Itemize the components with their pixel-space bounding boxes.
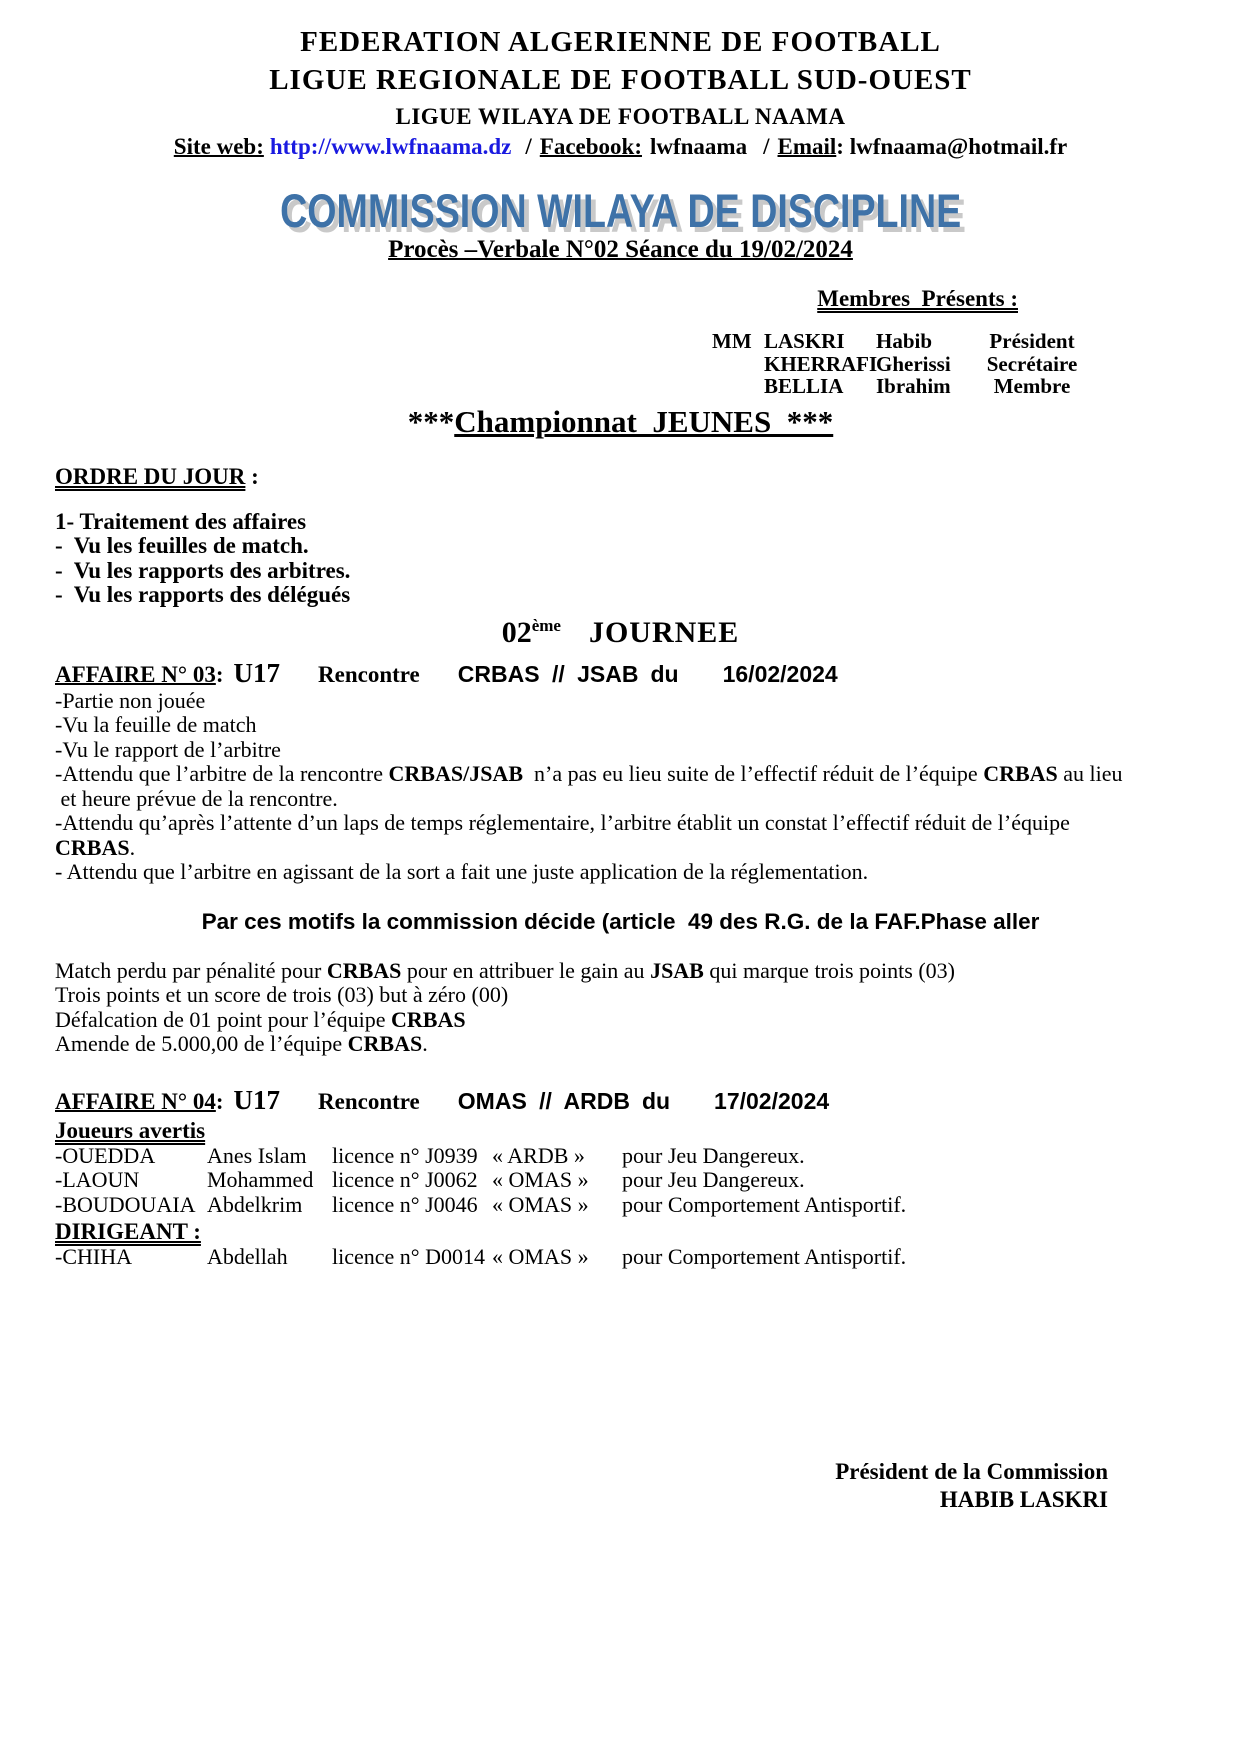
proces-verbal-subtitle: Procès –Verbale N°02 Séance du 19/02/2024 bbox=[388, 236, 853, 263]
player-firstname: Mohammed bbox=[207, 1167, 314, 1192]
affaire-04-colon: : bbox=[215, 1088, 224, 1114]
players-table bbox=[55, 1144, 1186, 1218]
members-prefix: MM bbox=[712, 329, 752, 353]
journee-number: 02 bbox=[501, 615, 532, 649]
affaire-03-line: -Vu la feuille de match bbox=[55, 712, 257, 737]
members-table bbox=[712, 330, 1186, 398]
affaire-03-colon: : bbox=[215, 661, 224, 687]
motifs-decision-line: Par ces motifs la commission décide (article 49 des R.G. de la FAF.Phase aller bbox=[201, 908, 1040, 934]
affaire-04-category: U17 bbox=[233, 1084, 280, 1115]
team-name: CRBAS bbox=[391, 1006, 466, 1032]
decision-line: Amende de 5.000,00 de l’équipe CRBAS. bbox=[55, 1031, 428, 1056]
member-surname: BELLIA bbox=[764, 374, 844, 398]
members-prefix-empty bbox=[712, 375, 764, 398]
player-licence: licence n° J0046 bbox=[332, 1191, 478, 1217]
agenda-item: - Vu les feuilles de match. bbox=[55, 533, 309, 558]
site-web-link[interactable]: http://www.lwfnaama.dz bbox=[269, 134, 512, 159]
members-prefix-empty bbox=[712, 353, 764, 376]
decision-line: Défalcation de 01 point pour l’équipe CRBAS bbox=[55, 1006, 466, 1032]
affaire-03-heading bbox=[55, 658, 1186, 689]
player-firstname: Abdelkrim bbox=[207, 1191, 303, 1217]
player-name: -OUEDDA bbox=[55, 1142, 156, 1168]
affaire-03-rencontre: Rencontre bbox=[318, 661, 420, 687]
separator-slash: / bbox=[525, 134, 532, 159]
agenda-item: - Vu les rapports des délégués bbox=[55, 582, 351, 607]
signature-name: HABIB LASKRI bbox=[939, 1486, 1108, 1512]
player-name: -BOUDOUAIA bbox=[55, 1191, 196, 1217]
member-surname: KHERRAFI bbox=[764, 351, 878, 376]
affaire-04-date: 17/02/2024 bbox=[714, 1087, 830, 1114]
dirigeant-club: « OMAS » bbox=[492, 1244, 589, 1269]
team-name: CRBAS bbox=[983, 761, 1058, 786]
decision-block bbox=[55, 959, 1186, 1057]
player-firstname: Anes Islam bbox=[207, 1142, 307, 1168]
journee-heading bbox=[55, 616, 1186, 650]
email-label: Email bbox=[777, 134, 837, 159]
dirigeant-heading: DIRIGEANT : bbox=[55, 1219, 201, 1244]
affaire-04-heading bbox=[55, 1085, 1186, 1116]
ordre-colon: : bbox=[245, 463, 259, 489]
affaire-04-rencontre: Rencontre bbox=[318, 1088, 420, 1114]
player-club: « ARDB » bbox=[492, 1142, 585, 1168]
member-firstname: Ibrahim bbox=[876, 374, 951, 398]
player-licence: licence n° J0062 bbox=[332, 1167, 478, 1192]
dirigeant-table bbox=[55, 1245, 1186, 1270]
dirigeant-firstname: Abdellah bbox=[207, 1244, 288, 1269]
affaire-03-line: - Attendu que l’arbitre en agissant de la sort a fait une juste application de la réglementation. bbox=[55, 859, 869, 884]
member-role: Secrétaire bbox=[986, 351, 1078, 376]
site-web-label: Site web: bbox=[173, 134, 264, 159]
email-colon: : bbox=[836, 134, 844, 159]
player-name: -LAOUN bbox=[55, 1167, 140, 1192]
affaire-03-label: AFFAIRE N° 03 bbox=[55, 661, 216, 687]
agenda-list bbox=[55, 510, 1186, 608]
player-club: « OMAS » bbox=[492, 1167, 589, 1192]
signature-block bbox=[55, 1458, 1186, 1514]
member-surname: LASKRI bbox=[764, 329, 845, 353]
dirigeant-name: -CHIHA bbox=[55, 1244, 132, 1269]
decision-line: Trois points et un score de trois (03) but à zéro (00) bbox=[55, 982, 509, 1007]
dirigeant-licence: licence n° D0014 bbox=[332, 1244, 485, 1269]
stars-left: *** bbox=[407, 403, 455, 439]
commission-title: COMMISSION WILAYA DE DISCIPLINE bbox=[279, 184, 962, 237]
signature-title: Président de la Commission bbox=[835, 1458, 1108, 1484]
affaire-03-category: U17 bbox=[233, 657, 280, 688]
facebook-value: lwfnaama bbox=[649, 134, 748, 159]
championnat-underlined: Championnat JEUNES *** bbox=[454, 403, 834, 439]
federation-title: FEDERATION ALGERIENNE DE FOOTBALL bbox=[300, 26, 941, 58]
ligue-regionale-title: LIGUE REGIONALE DE FOOTBALL SUD-OUEST bbox=[269, 64, 972, 96]
championnat-title bbox=[55, 404, 1186, 440]
separator-slash: / bbox=[763, 134, 770, 159]
journee-word: JOURNEE bbox=[588, 615, 740, 649]
joueurs-avertis-heading: Joueurs avertis bbox=[55, 1117, 206, 1143]
ligue-wilaya-title: LIGUE WILAYA DE FOOTBALL NAAMA bbox=[395, 104, 846, 129]
members-heading: Membres Présents : bbox=[817, 286, 1018, 311]
team-name: CRBAS bbox=[326, 957, 402, 983]
member-role: Président bbox=[989, 329, 1075, 353]
team-name: CRBAS bbox=[347, 1031, 423, 1056]
affaire-03-line: -Attendu que l’arbitre de la rencontre CRBAS/JSAB n’a pas eu lieu suite de l’effectif réduit de l’équipe CRBAS au lieu bbox=[55, 761, 1123, 786]
member-role: Membre bbox=[993, 374, 1071, 398]
team-name: CRBAS/JSAB bbox=[388, 761, 523, 786]
contact-line bbox=[55, 134, 1186, 160]
affaire-03-date: 16/02/2024 bbox=[722, 660, 838, 687]
affaire-04-match: OMAS // ARDB bbox=[457, 1087, 630, 1114]
email-value: lwfnaama@hotmail.fr bbox=[849, 134, 1068, 159]
affaire-03-match: CRBAS // JSAB bbox=[457, 660, 639, 687]
player-club: « OMAS » bbox=[492, 1191, 589, 1217]
affaire-04-label: AFFAIRE N° 04 bbox=[55, 1088, 216, 1114]
member-firstname: Gherissi bbox=[876, 351, 951, 376]
journee-ordinal: ème bbox=[531, 615, 561, 635]
agenda-item: - Vu les rapports des arbitres. bbox=[55, 557, 351, 583]
decision-line: Match perdu par pénalité pour CRBAS pour en attribuer le gain au JSAB qui marque trois points (03) bbox=[55, 957, 955, 983]
member-firstname: Habib bbox=[876, 329, 933, 353]
player-reason: pour Jeu Dangereux. bbox=[622, 1142, 805, 1168]
player-licence: licence n° J0939 bbox=[332, 1142, 478, 1168]
affaire-03-line: CRBAS. bbox=[55, 834, 136, 860]
team-name: JSAB bbox=[650, 957, 704, 983]
commission-wordart-wrap bbox=[55, 184, 1186, 237]
player-reason: pour Comportement Antisportif. bbox=[622, 1191, 907, 1217]
ordre-du-jour-heading: ORDRE DU JOUR : bbox=[55, 463, 259, 489]
team-name: CRBAS bbox=[55, 834, 130, 860]
affaire-03-line: et heure prévue de la rencontre. bbox=[55, 785, 338, 811]
affaire-03-line: -Attendu qu’après l’attente d’un laps de temps réglementaire, l’arbitre établit un constat l’effectif réduit de l’équipe bbox=[55, 810, 1070, 835]
agenda-item: 1- Traitement des affaires bbox=[55, 508, 307, 534]
dirigeant-reason: pour Comportement Antisportif. bbox=[622, 1244, 907, 1269]
facebook-label: Facebook: bbox=[539, 134, 642, 159]
player-reason: pour Jeu Dangereux. bbox=[622, 1167, 805, 1192]
affaire-03-line: -Partie non jouée bbox=[55, 687, 206, 713]
affaire-03-line: -Vu le rapport de l’arbitre bbox=[55, 736, 281, 762]
affaire-04-du: du bbox=[641, 1087, 671, 1114]
affaire-03-du: du bbox=[650, 660, 679, 687]
